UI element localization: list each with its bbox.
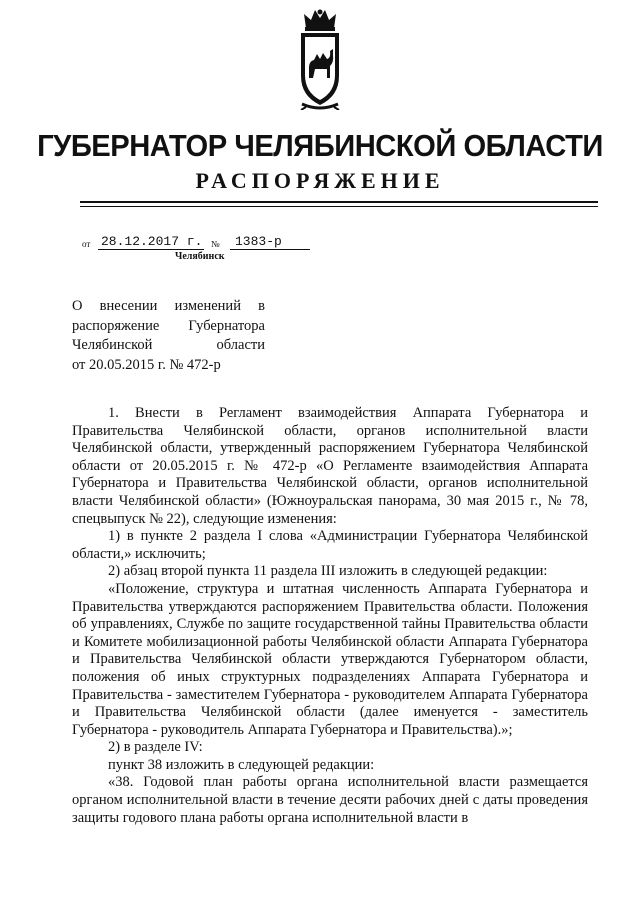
body-paragraph: пункт 38 изложить в следующей редакции: [108,756,375,773]
number-underline [230,249,310,250]
body-paragraph: 1. Внести в Регламент взаимодействия Аппарата Губернатора и Правительства Челябинской области, органов исполнительной власти Челябинской области, утвержденный распоряжением Губернатора Челябинской области от 20.05.2015 г. № 472-р «О Регламенте взаимодействия Аппарата Губернатора и Правительства Челябинской области, органов исполнительной власти Челябинской области» (Южноуральская панорама, 30 мая 2015 г., № 78, спецвыпуск № 22), следующие изменения: [72,405,588,527]
document-number: 1383-р [235,234,282,249]
document-type-heading: РАСПОРЯЖЕНИЕ [195,168,445,193]
date-underline [98,249,204,250]
header-divider-thick [80,201,598,203]
issue-city: Челябинск [175,251,225,262]
body-paragraph: «Положение, структура и штатная численность Аппарата Губернатора и Правительства утверждаются распоряжением Правительства области. Положения об управлениях, Службе по защите государственной тайны Правительства области и Комитете мобилизационной работы Челябинской области Аппарата Губернатора и Правительства Челябинской области утверждаются Губернатором области, положения об иных структурных подразделениях Аппарата Губернатора и Правительства - заместителем Губернатора - руководителем Аппарата Губернатора и Правительства Челябинской области (далее именуется - заместитель Губернатора - руководитель Аппарата Губернатора и Правительства).»; [72,580,588,738]
body-paragraph: «38. Годовой план работы органа исполнительной власти размещается органом исполнительной власти в течение десяти рабочих дней с даты проведения защиты годового плана работы органа исполнительной власти в [72,774,588,826]
document-subject [72,297,265,375]
subject-line: Челябинской области [72,337,265,353]
document-date: 28.12.2017 г. [101,234,203,249]
number-prefix-label: № [211,239,220,249]
subject-line: распоряжение Губернатора [72,317,265,334]
body-paragraph: 2) абзац второй пункта 11 раздела III изложить в следующей редакции: [108,563,548,580]
subject-line: О внесении изменений в [72,298,265,314]
coat-of-arms-emblem [296,6,344,110]
subject-line: от 20.05.2015 г. № 472-р [72,356,221,373]
body-paragraph: 1) в пункте 2 раздела I слова «Администрации Губернатора Челябинской области,» исключить; [72,528,588,562]
header-divider-thin [80,206,598,207]
date-prefix-label: от [82,239,91,249]
document-body [72,405,588,827]
governor-title: ГУБЕРНАТОР ЧЕЛЯБИНСКОЙ ОБЛАСТИ [37,128,603,163]
body-paragraph: 2) в разделе IV: [108,739,203,756]
